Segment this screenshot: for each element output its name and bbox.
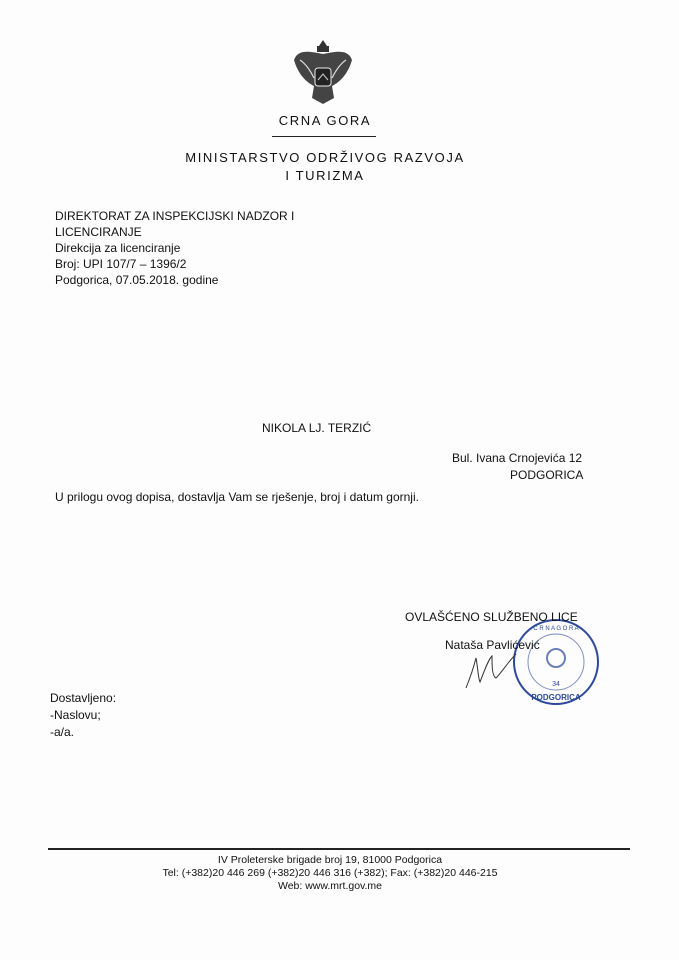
signatory-name: Nataša Pavlićević bbox=[445, 638, 540, 652]
svg-text:PODGORICA: PODGORICA bbox=[531, 693, 581, 702]
header-divider bbox=[272, 136, 376, 137]
recipient-street: Bul. Ivana Crnojevića 12 bbox=[452, 451, 583, 465]
delivered-item: -a/a. bbox=[50, 725, 75, 739]
footer-phones: Tel: (+382)20 446 269 (+382)20 446 316 (+382); Fax: (+382)20 446-215 bbox=[162, 867, 498, 879]
svg-text:34: 34 bbox=[552, 681, 560, 688]
delivered-block bbox=[50, 690, 116, 741]
svg-text:C R N A G O R A: C R N A G O R A bbox=[533, 626, 579, 632]
body-text: U prilogu ovog dopisa, dostavlja Vam se rješenje, broj i datum gornji. bbox=[55, 490, 419, 504]
ministry-heading-line2: I TURIZMA bbox=[285, 168, 365, 183]
coat-of-arms-icon bbox=[292, 38, 354, 108]
signatory-title: OVLAŠĆENO SLUŽBENO LICE bbox=[405, 610, 578, 624]
recipient-city: PODGORICA bbox=[510, 468, 584, 482]
delivered-item: -Naslovu; bbox=[50, 708, 101, 722]
footer-web: Web: www.mrt.gov.me bbox=[277, 880, 383, 892]
reference-number: Broj: UPI 107/7 – 1396/2 bbox=[55, 257, 187, 271]
handwritten-signature bbox=[462, 648, 522, 693]
ministry-heading-line1: MINISTARSTVO ODRŽIVOG RAZVOJA bbox=[185, 150, 465, 165]
directorate-line1: DIREKTORAT ZA INSPEKCIJSKI NADZOR I bbox=[55, 209, 295, 223]
official-stamp bbox=[510, 614, 602, 714]
footer-address: IV Proleterske brigade broj 19, 81000 Podgorica bbox=[217, 854, 443, 866]
place-date: Podgorica, 07.05.2018. godine bbox=[55, 273, 219, 287]
country-heading: CRNA GORA bbox=[278, 113, 372, 128]
sender-block bbox=[55, 208, 294, 288]
department: Direkcija za licenciranje bbox=[55, 241, 181, 255]
delivered-label: Dostavljeno: bbox=[50, 691, 117, 705]
footer bbox=[0, 854, 660, 893]
directorate-line2: LICENCIRANJE bbox=[55, 225, 142, 239]
recipient-name: NIKOLA LJ. TERZIĆ bbox=[262, 421, 372, 435]
footer-divider bbox=[48, 848, 630, 850]
